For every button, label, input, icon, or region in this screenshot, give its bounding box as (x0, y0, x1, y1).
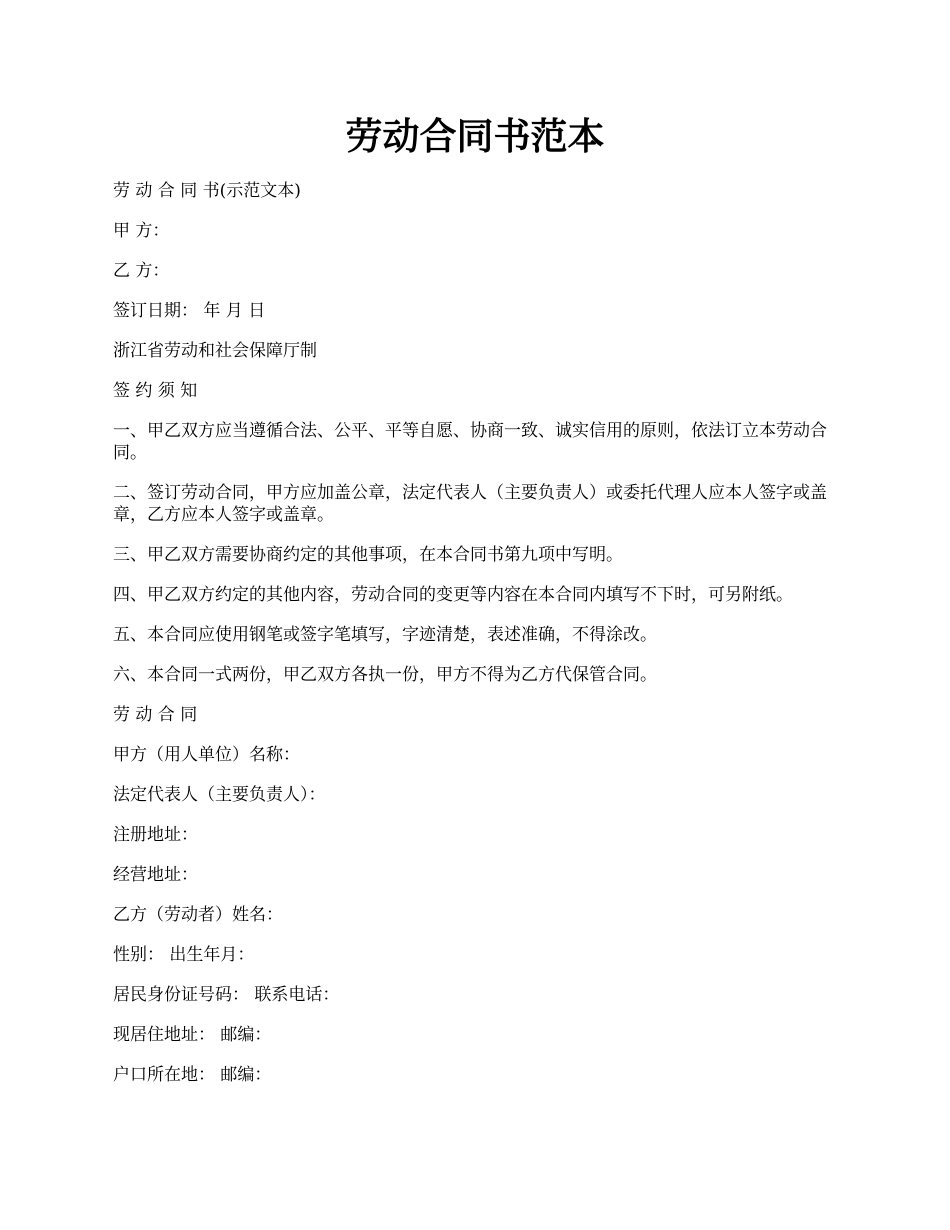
notice-item-4: 四、甲乙双方约定的其他内容，劳动合同的变更等内容在本合同内填写不下时，可另附纸。 (113, 585, 793, 605)
employer-name-field: 甲方（用人单位）名称： (113, 745, 300, 765)
contract-heading: 劳 动 合 同 (113, 705, 198, 725)
legal-representative-field: 法定代表人（主要负责人）： (113, 785, 326, 805)
notice-item-2: 二、签订劳动合同，甲方应加盖公章，法定代表人（主要负责人）或委托代理人应本人签字或盖章，乙方应本人签字或盖章。 (113, 483, 827, 525)
notice-item-1: 一、甲乙双方应当遵循合法、公平、平等自愿、协商一致、诚实信用的原则，依法订立本劳动合同。 (113, 421, 827, 463)
notice-item-5: 五、本合同应使用钢笔或签字笔填写，字迹清楚，表述准确，不得涂改。 (113, 625, 657, 645)
business-address-field: 经营地址： (113, 865, 198, 885)
signing-date-line: 签订日期： 年 月 日 (113, 301, 266, 321)
id-phone-field: 居民身份证号码： 联系电话： (113, 985, 340, 1005)
party-b-line: 乙 方： (113, 261, 170, 281)
document-title: 劳动合同书范本 (345, 114, 605, 158)
gender-birth-field: 性别： 出生年月： (113, 945, 255, 965)
party-a-line: 甲 方： (113, 221, 170, 241)
document-body (113, 180, 848, 1104)
notice-item-6: 六、本合同一式两份，甲乙双方各执一份，甲方不得为乙方代保管合同。 (113, 665, 657, 685)
registered-address-field: 注册地址： (113, 825, 198, 845)
issuer-line: 浙江省劳动和社会保障厅制 (113, 341, 317, 361)
signing-notice-heading: 签 约 须 知 (113, 381, 198, 401)
household-registration-field: 户口所在地： 邮编： (113, 1065, 272, 1085)
contract-subtitle: 劳 动 合 同 书(示范文本) (113, 181, 301, 201)
notice-item-3: 三、甲乙双方需要协商约定的其他事项，在本合同书第九项中写明。 (113, 545, 623, 565)
current-address-field: 现居住地址： 邮编： (113, 1025, 272, 1045)
employee-name-field: 乙方（劳动者）姓名： (113, 905, 283, 925)
